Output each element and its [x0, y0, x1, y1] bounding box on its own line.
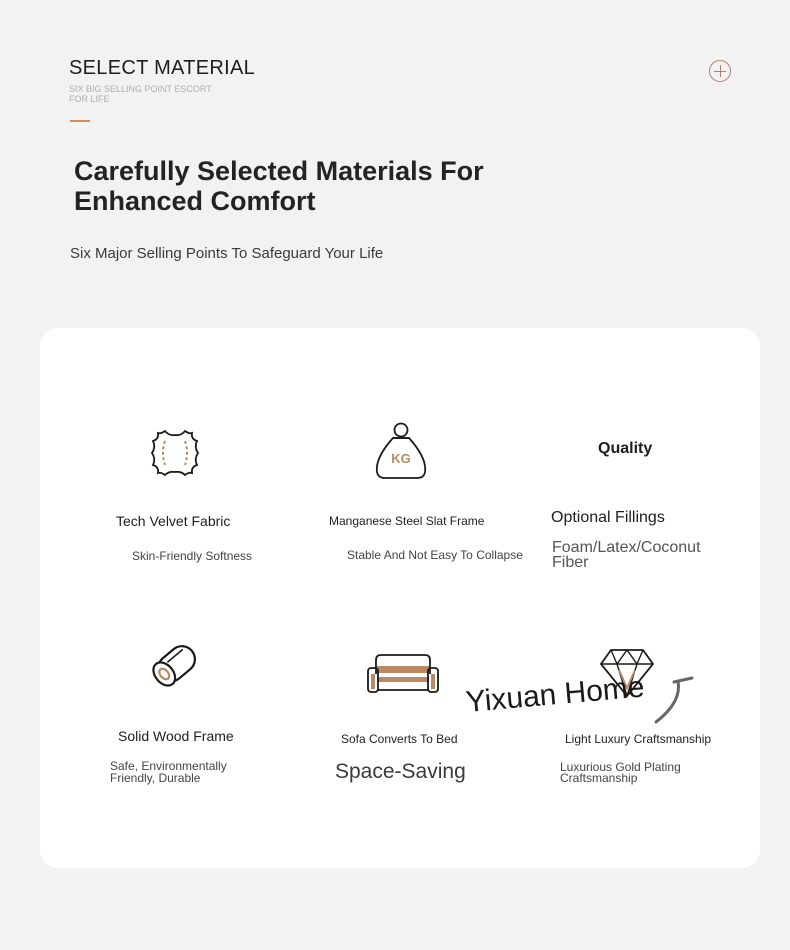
feature-desc-luxury: Luxurious Gold Plating Craftsmanship — [560, 760, 681, 785]
feature-desc-steel-frame: Stable And Not Easy To Collapse — [347, 548, 523, 562]
expand-plus-icon[interactable] — [709, 60, 731, 82]
feature-desc-sofa-bed: Space-Saving — [335, 760, 466, 783]
feature-title-steel-frame: Manganese Steel Slat Frame — [329, 514, 485, 528]
features-card — [40, 328, 760, 868]
wood-log-icon — [145, 636, 205, 694]
watermark-text: Yixuan Home — [464, 670, 646, 719]
feature-desc-tech-velvet: Skin-Friendly Softness — [132, 549, 253, 563]
hero-headline: Carefully Selected Materials For Enhanced Comfort — [74, 156, 484, 216]
feature-title-fillings: Optional Fillings — [551, 509, 665, 526]
hero-subheadline: Six Major Selling Points To Safeguard Your Life — [70, 245, 384, 262]
feature-desc-fillings: Foam/Latex/Coconut Fiber — [552, 539, 701, 571]
feature-title-luxury: Light Luxury Craftsmanship — [565, 732, 712, 746]
quality-icon: Quality — [598, 440, 653, 457]
feature-desc-solid-wood: Safe, Environmentally Friendly, Durable — [110, 759, 227, 785]
kg-weight-icon — [373, 420, 429, 480]
kg-text: KG — [391, 451, 411, 466]
leather-hide-icon — [149, 427, 201, 479]
feature-title-tech-velvet: Tech Velvet Fabric — [116, 513, 231, 529]
watermark-mark-icon — [648, 676, 698, 726]
header-accent-line — [70, 120, 90, 122]
feature-title-sofa-bed: Sofa Converts To Bed — [341, 732, 458, 746]
header-subtitle: SIX BIG SELLING POINT ESCORT FOR LIFE — [69, 84, 212, 104]
header-title: SELECT MATERIAL — [69, 57, 256, 79]
feature-title-solid-wood: Solid Wood Frame — [118, 728, 234, 744]
sofa-bed-icon — [366, 652, 440, 696]
